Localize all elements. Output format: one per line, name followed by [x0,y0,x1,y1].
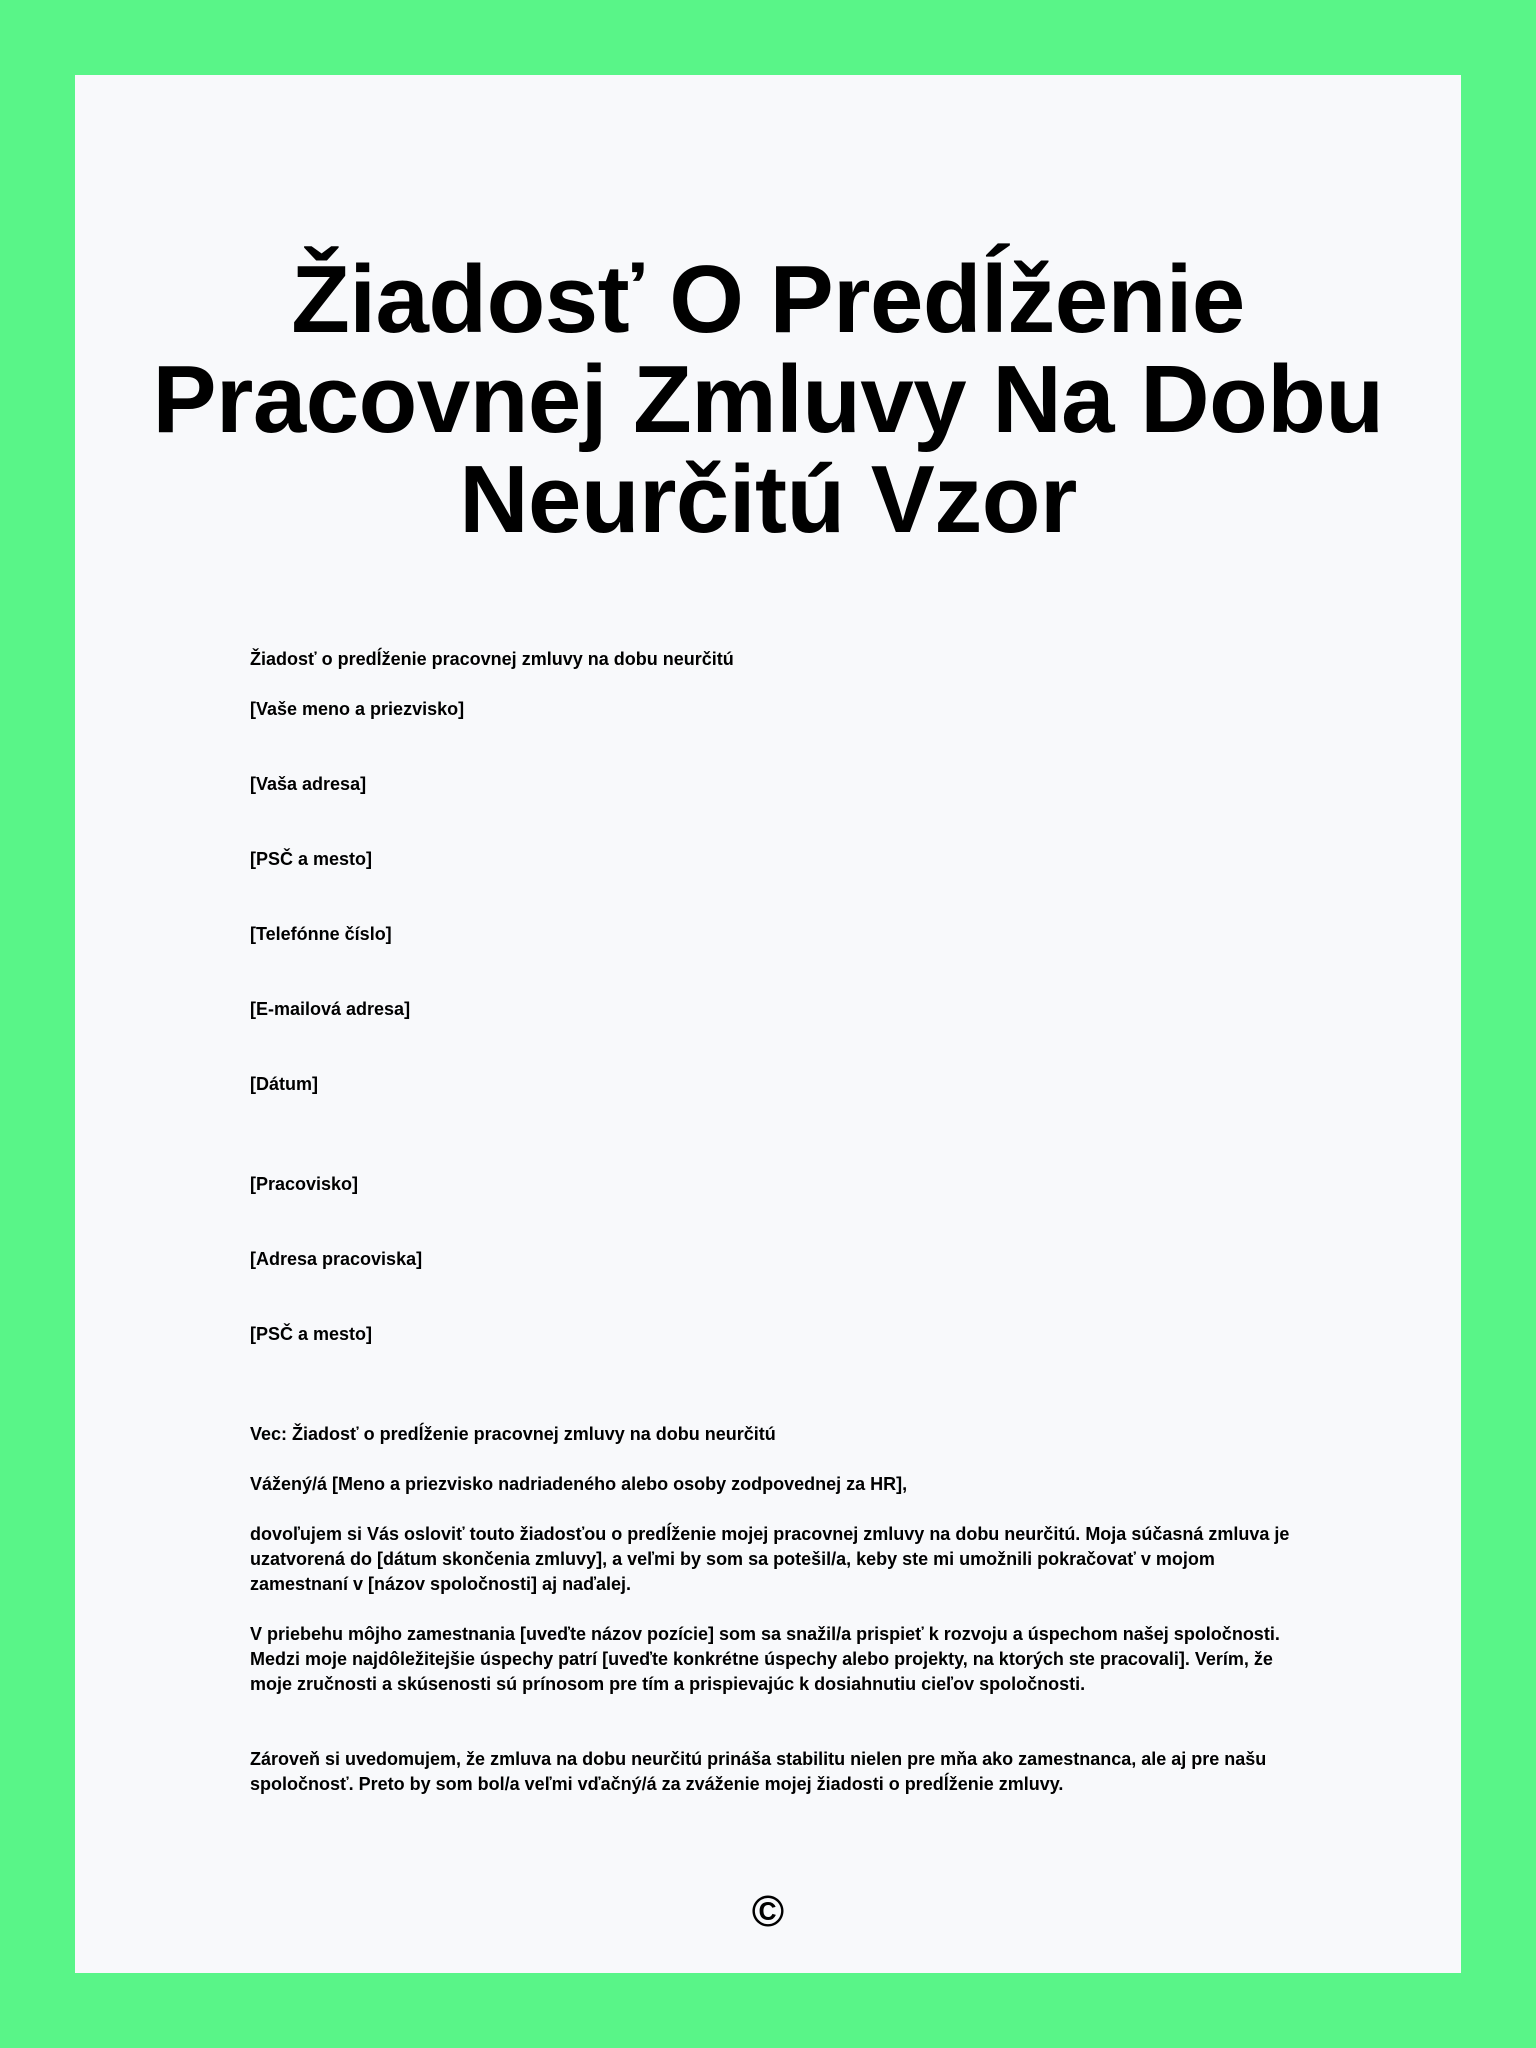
copyright-icon: © [751,1887,785,1936]
title-line-3: Neurčitú Vzor [459,446,1077,553]
sender-email: [E-mailová adresa] [250,999,411,1019]
sender-name: [Vaše meno a priezvisko] [250,699,465,719]
letter-paragraph-2: V priebehu môjho zamestnania [uveďte názov pozície] som sa snažil/a prispieť k rozvoju a úspechom našej spoločnosti. Medzi moje najdôležitejšie úspechy patrí [uveďte konkrétne úspechy alebo projekty, na ktorých ste pracovali]. Verím, že moje zručnosti a skúsenosti sú prínosom pre tím a prispievajúc k dosiahnutiu cieľov spoločnosti. [250,1624,1280,1694]
letter-heading: Žiadosť o predĺženie pracovnej zmluvy na dobu neurčitú [250,649,734,669]
sender-address: [Vaša adresa] [250,774,367,794]
title-line-1: Žiadosť O Predĺženie [291,246,1245,353]
letter-subject: Vec: Žiadosť o predĺženie pracovnej zmluvy na dobu neurčitú [250,1424,776,1444]
letter-paragraph-3: Zároveň si uvedomujem, že zmluva na dobu neurčitú prináša stabilitu nielen pre mňa ako zamestnanca, ale aj pre našu spoločnosť. Preto by som bol/a veľmi vďačný/á za zváženie mojej žiadosti o predĺženie zmluvy. [250,1749,1267,1794]
letter-date: [Dátum] [250,1074,318,1094]
recipient-zip-city: [PSČ a mesto] [250,1324,373,1344]
letter-salutation: Vážený/á [Meno a priezvisko nadriadeného alebo osoby zodpovednej za HR], [250,1474,908,1494]
letter-paragraph-1: dovoľujem si Vás osloviť touto žiadosťou o predĺženie mojej pracovnej zmluvy na dobu neurčitú. Moja súčasná zmluva je uzatvorená do [dátum skončenia zmluvy], a veľmi by som sa potešil/a, keby ste mi umožnili pokračovať v mojom zamestnaní v [názov spoločnosti] aj naďalej. [250,1524,1290,1594]
sender-phone: [Telefónne číslo] [250,924,392,944]
page-title [75,246,1461,553]
sender-zip-city: [PSČ a mesto] [250,849,373,869]
title-line-2: Pracovnej Zmluvy Na Dobu [152,346,1384,453]
recipient-workplace: [Pracovisko] [250,1174,359,1194]
recipient-workplace-address: [Adresa pracoviska] [250,1249,423,1269]
document-page [75,75,1461,1973]
